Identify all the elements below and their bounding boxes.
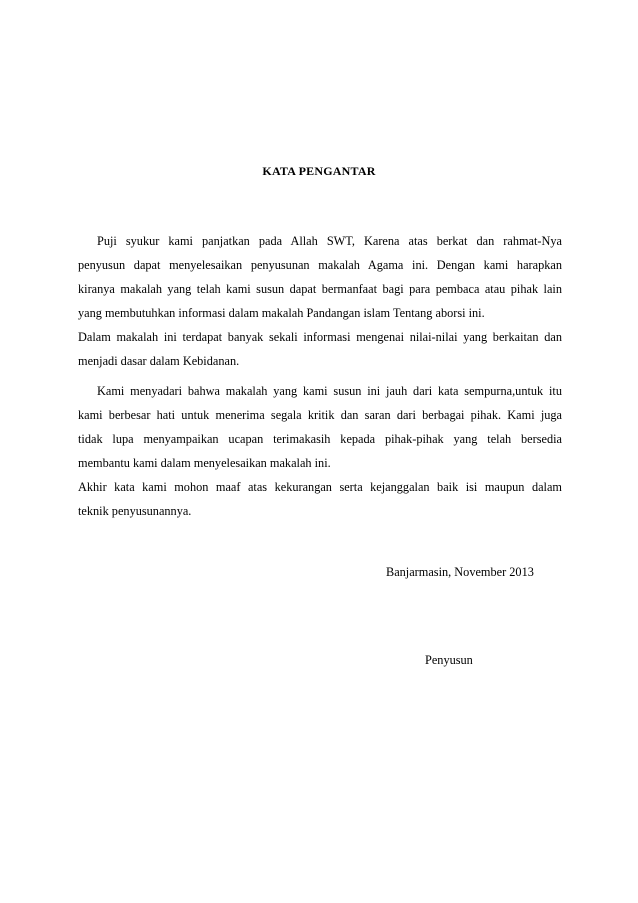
author-signature: Penyusun (425, 653, 473, 667)
paragraph-line: membantu kami dalam menyelesaikan makalah ini. (78, 456, 331, 471)
paragraph-line: kiranya makalah yang telah kami susun dapat bermanfaat bagi para pembaca atau pihak lain (78, 282, 562, 297)
paragraph-line: Dalam makalah ini terdapat banyak sekali informasi mengenai nilai-nilai yang berkaitan dan (78, 330, 562, 345)
paragraph-line: menjadi dasar dalam Kebidanan. (78, 354, 240, 369)
paragraph-line: Akhir kata kami mohon maaf atas kekurangan serta kejanggalan baik isi maupun dalam (78, 480, 562, 495)
place-date: Banjarmasin, November 2013 (386, 565, 534, 579)
paragraph-line: Puji syukur kami panjatkan pada Allah SWT, Karena atas berkat dan rahmat-Nya (97, 234, 562, 248)
page-title: KATA PENGANTAR (262, 164, 376, 178)
paragraph-line: kami berbesar hati untuk menerima segala kritik dan saran dari berbagai pihak. Kami juga (78, 408, 562, 423)
paragraph-acknowledgement (78, 379, 562, 524)
paragraph-line: tidak lupa menyampaikan ucapan terimakasih kepada pihak-pihak yang telah bersedia (78, 432, 562, 447)
paragraph-line: yang membutuhkan informasi dalam makalah Pandangan islam Tentang aborsi ini. (78, 306, 485, 321)
paragraph-line: penyusun dapat menyelesaikan penyusunan makalah Agama ini. Dengan kami harapkan (78, 258, 562, 273)
paragraph-line: teknik penyusunannya. (78, 504, 192, 519)
paragraph-opening (78, 229, 562, 374)
paragraph-line: Kami menyadari bahwa makalah yang kami susun ini jauh dari kata sempurna,untuk itu (97, 384, 562, 398)
